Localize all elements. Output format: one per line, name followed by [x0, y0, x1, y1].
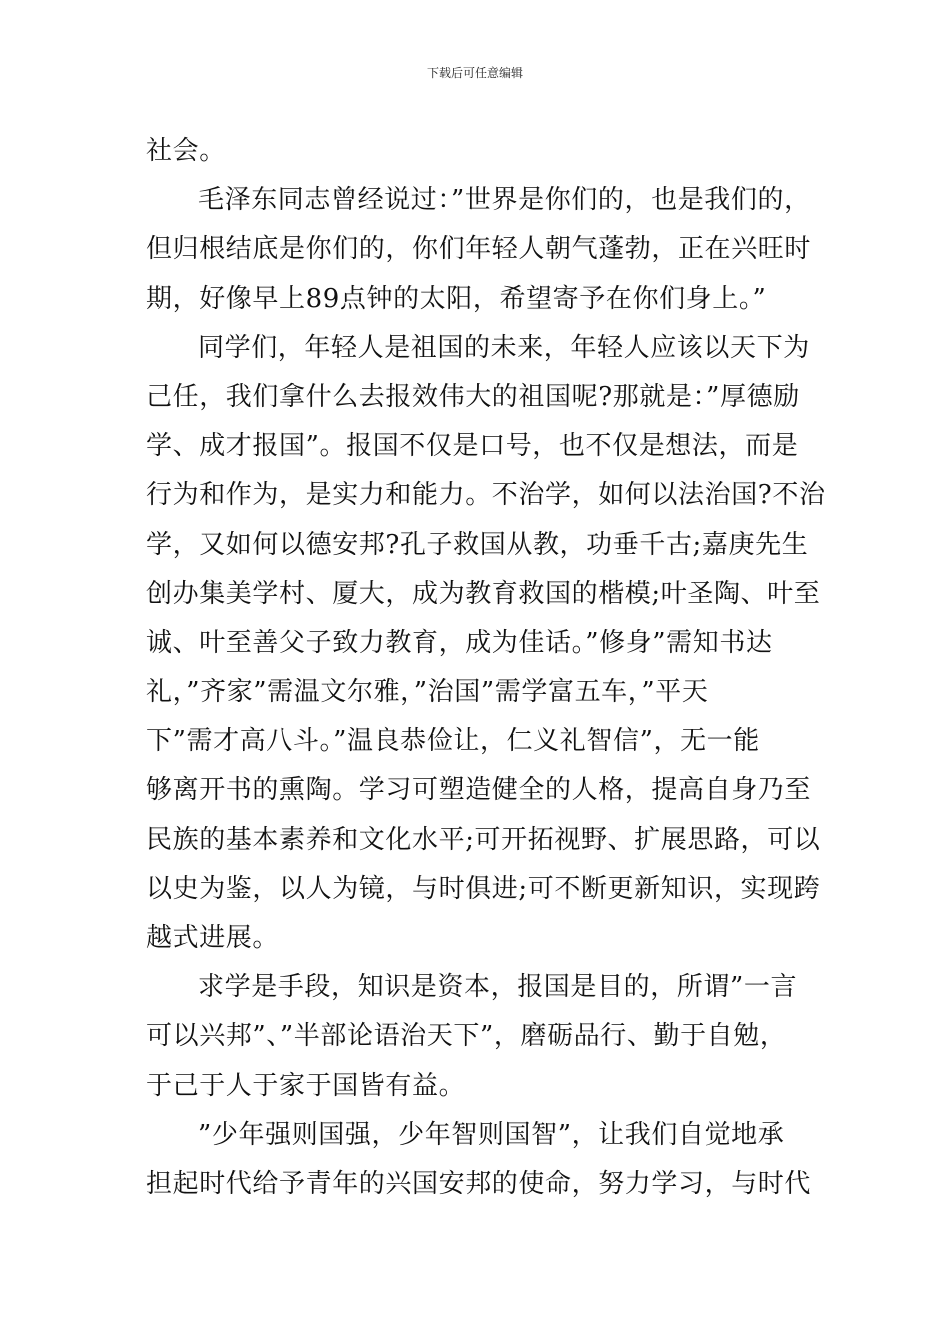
text-line: 学，又如何以德安邦?孔子救国从教，功垂千古;嘉庚先生 [146, 529, 809, 560]
text-line: 学、成才报国”。报国不仅是口号，也不仅是想法，而是 [146, 431, 799, 462]
text-line: 创办集美学村、厦大，成为教育救国的楷模;叶圣陶、叶至 [146, 578, 821, 609]
text-line: 求学是手段，知识是资本，报国是目的，所谓”一言 [198, 972, 798, 1003]
text-line: 下”需才高八斗。”温良恭俭让，仁义礼智信”，无一能 [146, 726, 760, 757]
text-line: 但归根结底是你们的，你们年轻人朝气蓬勃，正在兴旺时 [146, 234, 812, 265]
text-line: 够离开书的熏陶。学习可塑造健全的人格，提高自身乃至 [146, 775, 812, 806]
text-line: 越式进展。 [146, 923, 280, 953]
text-line: 于己于人于家于国皆有益。 [146, 1070, 466, 1101]
page-header: 下载后可任意编辑 [426, 66, 523, 80]
text-line: 民族的基本素养和文化水平;可开拓视野、扩展思路，可以 [146, 824, 821, 855]
text-line: 担起时代给予青年的兴国安邦的使命，努力学习，与时代 [146, 1168, 812, 1199]
text-line: 社会。 [146, 136, 226, 166]
text-line: 同学们，年轻人是祖国的未来，年轻人应该以天下为 [198, 332, 810, 363]
text-line: 礼，”齐家”需温文尔雅，”治国”需学富五车，”平天 [146, 677, 709, 708]
text-line: 行为和作为，是实力和能力。不治学，如何以法治国?不治 [146, 480, 826, 511]
text-line: 毛泽东同志曾经说过：”世界是你们的，也是我们的， [198, 185, 811, 216]
document-body [146, 127, 826, 1209]
text-line: 可以兴邦”、”半部论语治天下”，磨砺品行、勤于自勉， [146, 1021, 787, 1052]
text-line: ”少年强则国强，少年智则国智”，让我们自觉地承 [198, 1119, 785, 1150]
text-line: 己任，我们拿什么去报效伟大的祖国呢?那就是：”厚德励 [146, 381, 800, 412]
text-line: 以史为鉴，以人为镜，与时俱进;可不断更新知识，实现跨 [146, 873, 821, 904]
text-line: 期，好像早上89点钟的太阳，希望寄予在你们身上。” [146, 283, 767, 314]
text-line: 诚、叶至善父子致力教育，成为佳话。”修身”需知书达 [146, 627, 773, 658]
